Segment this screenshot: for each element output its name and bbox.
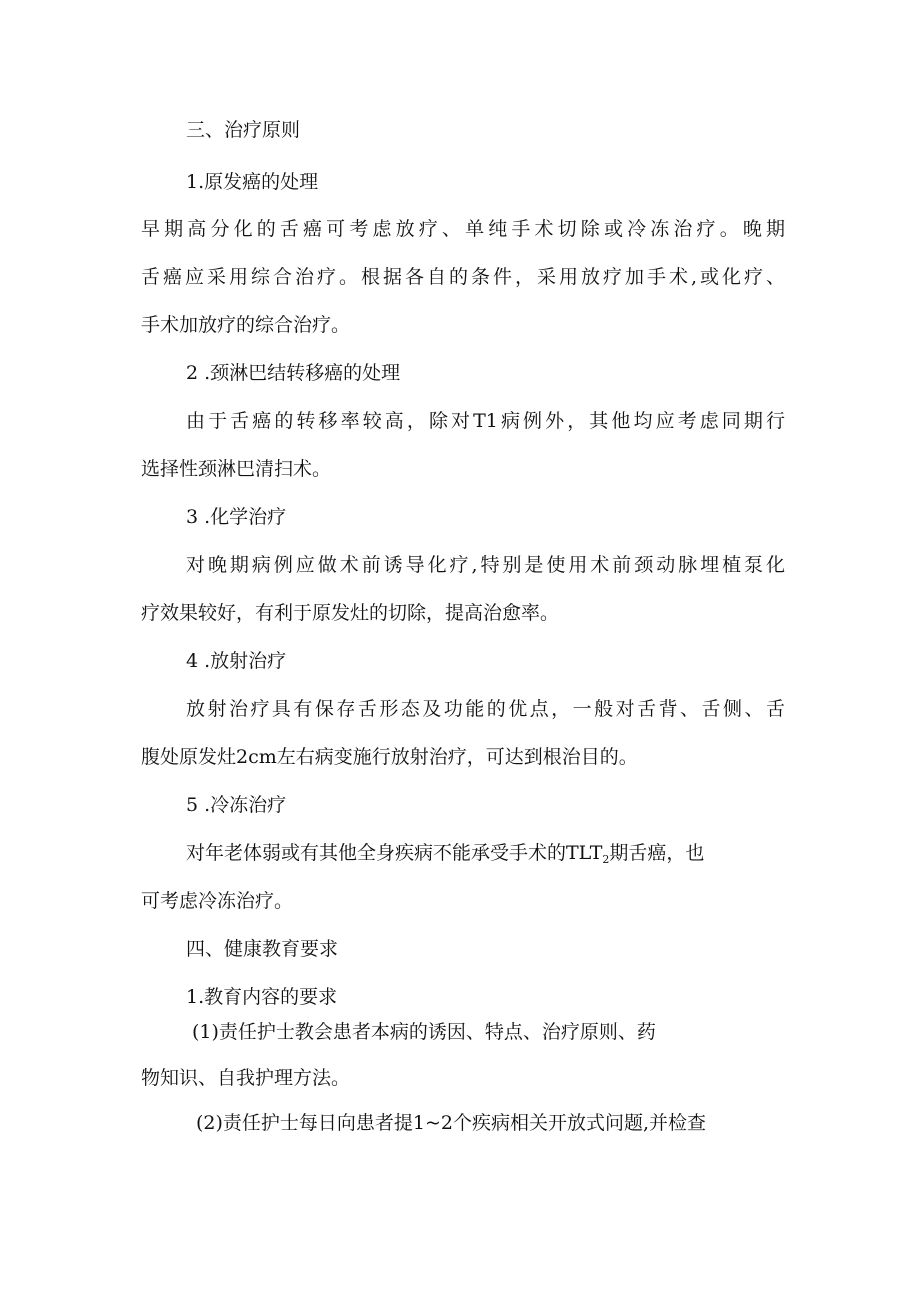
paragraph-line: 由于舌癌的转移率较高，除对T1病例外，其他均应考虑同期行 (186, 410, 785, 432)
subheading-radiotherapy: 4 .放射治疗 (186, 650, 287, 672)
subheading-education-content: 1.教育内容的要求 (186, 986, 338, 1008)
paragraph-line: 物知识、自我护理方法。 (141, 1067, 351, 1089)
subheading-lymph-node-metastasis: 2 .颈淋巴结转移癌的处理 (186, 362, 401, 384)
section-heading-treatment-principles: 三、治疗原则 (186, 119, 301, 141)
paragraph-line: 选择性颈淋巴清扫术。 (141, 458, 332, 480)
paragraph-line: 疗效果较好，有利于原发灶的切除，提高治愈率。 (141, 602, 560, 624)
paragraph-line: 早期高分化的舌癌可考虑放疗、单纯手术切除或冷冻治疗。晚期 (141, 218, 785, 240)
subheading-chemotherapy: 3 .化学治疗 (186, 506, 287, 528)
paragraph-line: 腹处原发灶2cm左右病变施行放射治疗，可达到根治目的。 (141, 746, 638, 768)
paragraph-line: (1)责任护士教会患者本病的诱因、特点、治疗原则、药 (192, 1021, 656, 1043)
text-run: 期舌癌，也 (609, 842, 705, 864)
paragraph-line: (2)责任护士每日向患者提1~2个疾病相关开放式问题,并检查 (196, 1112, 707, 1134)
subheading-primary-cancer: 1.原发癌的处理 (186, 171, 319, 193)
paragraph-line: 手术加放疗的综合治疗。 (141, 314, 351, 336)
subheading-cryotherapy: 5 .冷冻治疗 (186, 794, 287, 816)
subscript-text: 2 (602, 853, 610, 866)
section-heading-health-education: 四、健康教育要求 (186, 938, 339, 960)
paragraph-line: 放射治疗具有保存舌形态及功能的优点，一般对舌背、舌侧、舌 (186, 698, 785, 720)
paragraph-line: 舌癌应采用综合治疗。根据各自的条件，采用放疗加手术,或化疗、 (141, 266, 785, 288)
paragraph-line: 可考虑冷冻治疗。 (141, 890, 294, 912)
text-run: 对年老体弱或有其他全身疾病不能承受手术的TLT (186, 842, 603, 864)
paragraph-line-with-subscript (186, 841, 704, 872)
paragraph-line: 对晚期病例应做术前诱导化疗,特别是使用术前颈动脉埋植泵化 (186, 554, 785, 576)
